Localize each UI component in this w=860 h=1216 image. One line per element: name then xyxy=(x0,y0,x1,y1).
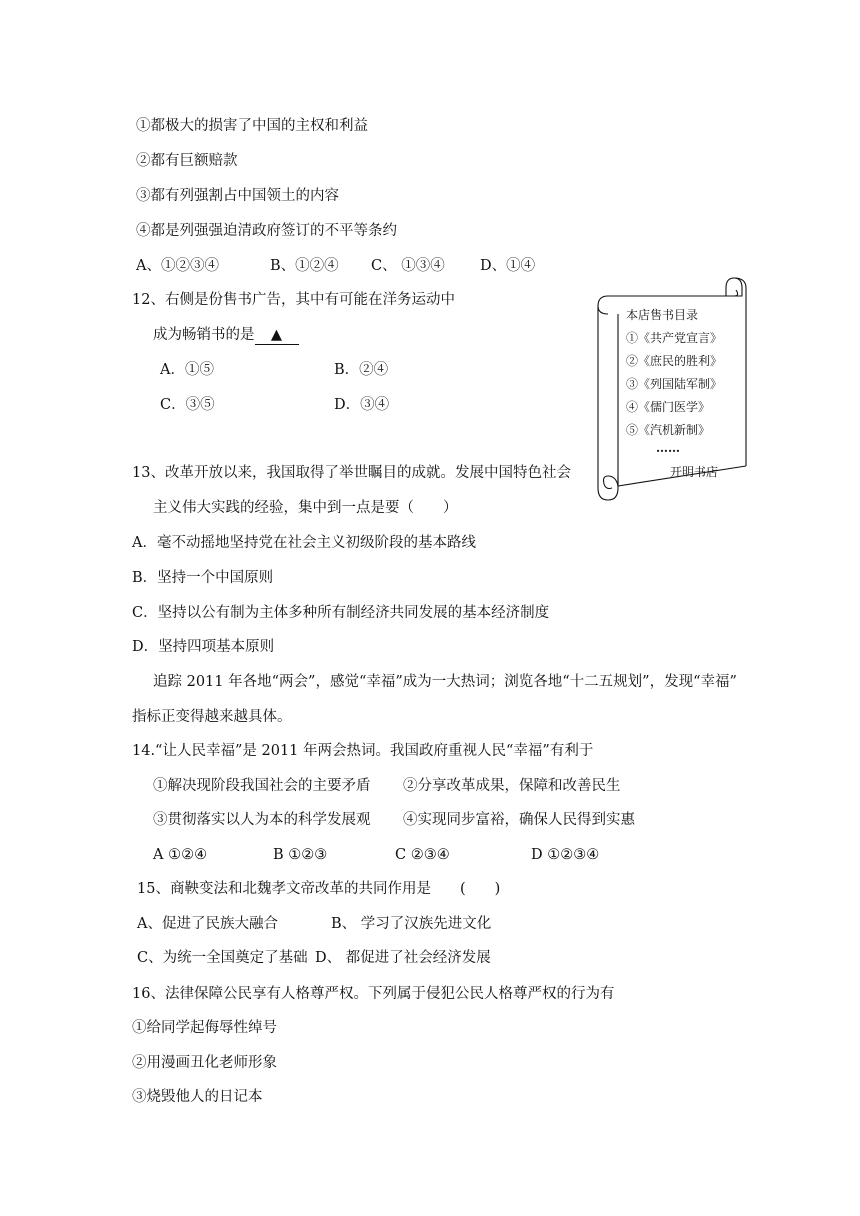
advert-store-name: 开明书店 xyxy=(670,465,719,479)
advert-ellipsis: …… xyxy=(656,441,680,455)
q14-stem: 14.“让人民幸福”是 2011 年两会热词。我国政府重视人民“幸福”有利于 xyxy=(132,743,594,759)
q11-option-a: A、①②③④ xyxy=(136,258,219,274)
q13-stem-line2: 主义伟大实践的经验，集中到一点是要（ ） xyxy=(153,500,458,516)
q14-option-b: B ①②③ xyxy=(273,847,328,863)
q14-statement-2: ②分享改革成果，保障和改善民生 xyxy=(403,778,621,794)
q13-option-d: D．坚持四项基本原则 xyxy=(132,639,275,655)
q14-option-d: D ①②③④ xyxy=(531,847,600,863)
advert-book-5: ⑤《汽机新制》 xyxy=(626,423,711,437)
q16-stem: 16、法律保障公民享有人格尊严权。下列属于侵犯公民人格尊严权的行为有 xyxy=(132,986,615,1002)
q14-statement-4: ④实现同步富裕，确保人民得到实惠 xyxy=(403,812,635,828)
q13-option-c: C．坚持以公有制为主体多种所有制经济共同发展的基本经济制度 xyxy=(132,605,550,621)
q15-stem: 15、商鞅变法和北魏孝文帝改革的共同作用是 ( ) xyxy=(137,881,501,897)
advert-book-4: ④《儒门医学》 xyxy=(626,400,711,414)
q15-option-c: C、为统一全国奠定了基础 xyxy=(137,950,308,966)
q16-item-3: ③烧毁他人的日记本 xyxy=(132,1089,263,1105)
q13-option-b: B．坚持一个中国原则 xyxy=(132,570,274,586)
q12-option-c: C．③⑤ xyxy=(160,397,215,413)
q12-stem-line2 xyxy=(153,325,299,345)
q12-option-a: A．①⑤ xyxy=(160,362,214,378)
q13-stem-line1: 13、改革开放以来，我国取得了举世瞩目的成就。发展中国特色社会 xyxy=(132,465,571,481)
q12-answer-blank: ▲ xyxy=(255,327,299,345)
q15-option-b: B、 学习了汉族先进文化 xyxy=(331,916,492,932)
q11-statement-3: ③都有列强割占中国领土的内容 xyxy=(136,188,339,204)
advert-title: 本店售书目录 xyxy=(626,308,699,322)
q15-option-d: D、 都促进了社会经济发展 xyxy=(315,950,491,966)
advert-book-2: ②《庶民的胜利》 xyxy=(626,354,723,368)
passage-line1: 追踪 2011 年各地“两会”，感觉“幸福”成为一大热词；浏览各地“十二五规划”，发现“幸福” xyxy=(153,674,737,690)
q12-stem-line1: 12、右侧是份售书广告，其中有可能在洋务运动中 xyxy=(132,292,455,308)
q16-item-2: ②用漫画丑化老师形象 xyxy=(132,1055,277,1071)
q16-item-1: ①给同学起侮辱性绰号 xyxy=(132,1020,277,1036)
q11-statement-4: ④都是列强强迫清政府签订的不平等条约 xyxy=(136,223,397,239)
passage-line2: 指标正变得越来越具体。 xyxy=(132,709,292,725)
q12-stem-text: 成为畅销书的是 xyxy=(153,327,255,343)
q11-statement-1: ①都极大的损害了中国的主权和利益 xyxy=(136,118,368,134)
q13-option-a: A．毫不动摇地坚持党在社会主义初级阶段的基本路线 xyxy=(132,535,476,551)
q15-option-a: A、促进了民族大融合 xyxy=(137,916,278,932)
q14-statement-1: ①解决现阶段我国社会的主要矛盾 xyxy=(153,778,371,794)
q14-option-c: C ②③④ xyxy=(395,847,450,863)
q14-option-a: A ①②④ xyxy=(153,847,208,863)
q12-option-b: B．②④ xyxy=(334,362,389,378)
advert-book-1: ①《共产党宣言》 xyxy=(626,331,723,345)
q11-statement-2: ②都有巨额赔款 xyxy=(136,153,238,169)
q11-option-c: C、 ①③④ xyxy=(371,258,445,274)
book-advert-scroll xyxy=(594,276,756,506)
q14-statement-3: ③贯彻落实以人为本的科学发展观 xyxy=(153,812,371,828)
q12-option-d: D．③④ xyxy=(334,397,390,413)
q11-option-b: B、①②④ xyxy=(270,258,339,274)
advert-book-3: ③《列国陆军制》 xyxy=(626,377,723,391)
q11-option-d: D、①④ xyxy=(480,258,536,274)
